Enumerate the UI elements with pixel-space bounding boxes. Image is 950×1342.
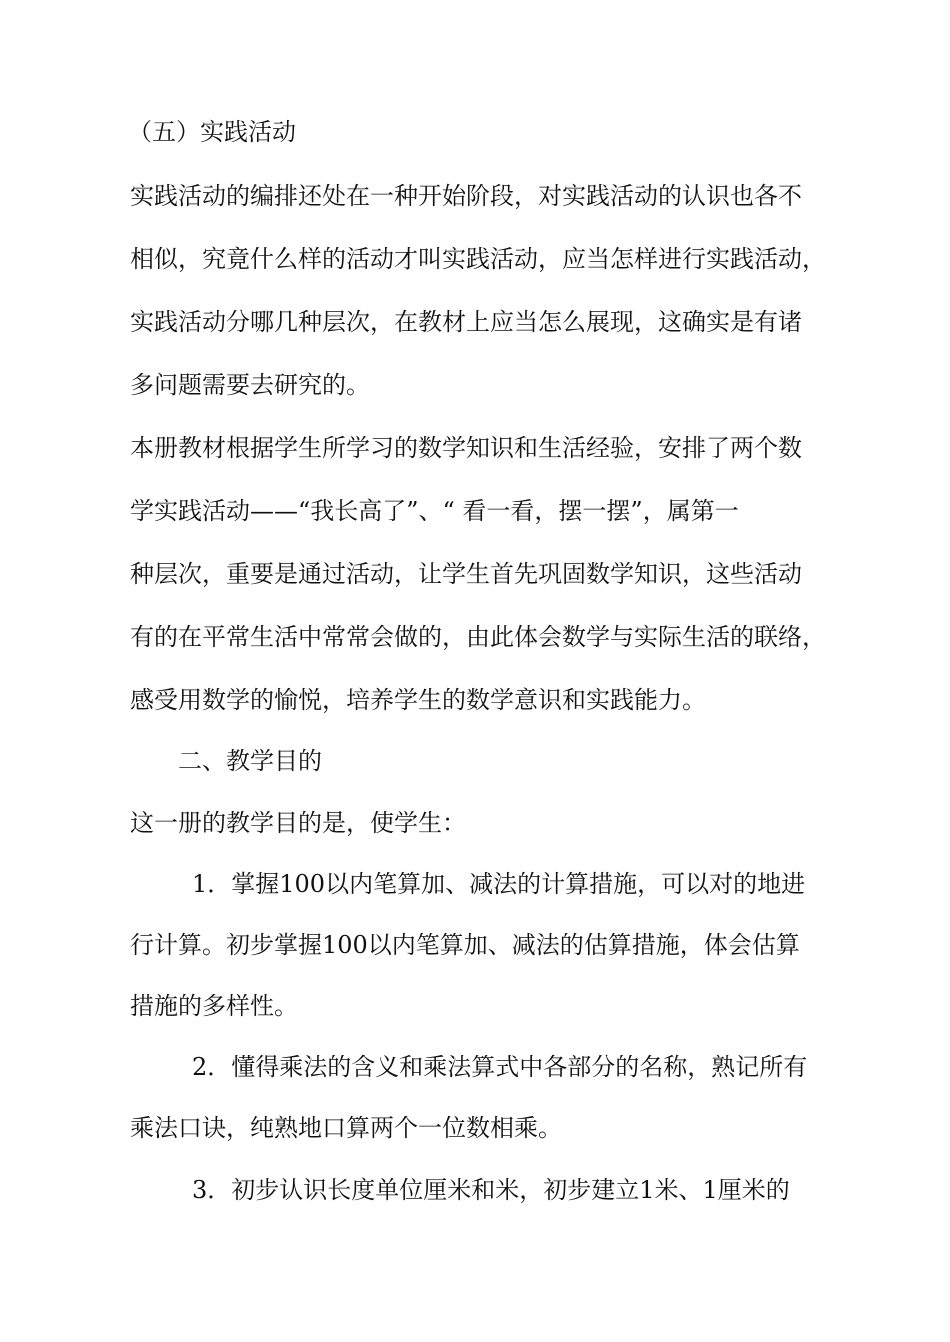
paragraph-line: 有的在平常生活中常常会做的，由此体会数学与实际生活的联络， bbox=[130, 623, 826, 651]
list-item-2: 2．懂得乘法的含义和乘法算式中各部分的名称，熟记所有 bbox=[192, 1053, 808, 1081]
paragraph-line: 种层次，重要是通过活动，让学生首先巩固数学知识，这些活动 bbox=[130, 560, 802, 588]
section-heading-goals: 二、教学目的 bbox=[178, 747, 322, 775]
section-heading-practice: （五）实践活动 bbox=[128, 118, 296, 146]
paragraph-line: 多问题需要去研究的。 bbox=[130, 371, 370, 399]
list-item-3: 3．初步认识长度单位厘米和米，初步建立1米、1厘米的 bbox=[192, 1176, 790, 1204]
paragraph-line: 感受用数学的愉悦，培养学生的数学意识和实践能力。 bbox=[130, 686, 706, 714]
list-item-1: 1．掌握100以内笔算加、减法的计算措施，可以对的地进 bbox=[192, 870, 806, 898]
paragraph-line: 措施的多样性。 bbox=[130, 992, 298, 1020]
paragraph-line: 实践活动分哪几种层次，在教材上应当怎么展现，这确实是有诸 bbox=[130, 308, 802, 336]
paragraph-line: 行计算。初步掌握100以内笔算加、减法的估算措施，体会估算 bbox=[130, 931, 800, 959]
paragraph-line: 实践活动的编排还处在一种开始阶段，对实践活动的认识也各不 bbox=[130, 182, 802, 210]
paragraph-line: 学实践活动——“我长高了”、“ 看一看，摆一摆”，属第一 bbox=[130, 497, 739, 525]
paragraph-line: 本册教材根据学生所学习的数学知识和生活经验，安排了两个数 bbox=[130, 434, 802, 462]
paragraph-line: 乘法口诀，纯熟地口算两个一位数相乘。 bbox=[130, 1114, 562, 1142]
paragraph-line: 相似，究竟什么样的活动才叫实践活动，应当怎样进行实践活动， bbox=[130, 245, 826, 273]
paragraph-line: 这一册的教学目的是，使学生： bbox=[130, 809, 466, 837]
